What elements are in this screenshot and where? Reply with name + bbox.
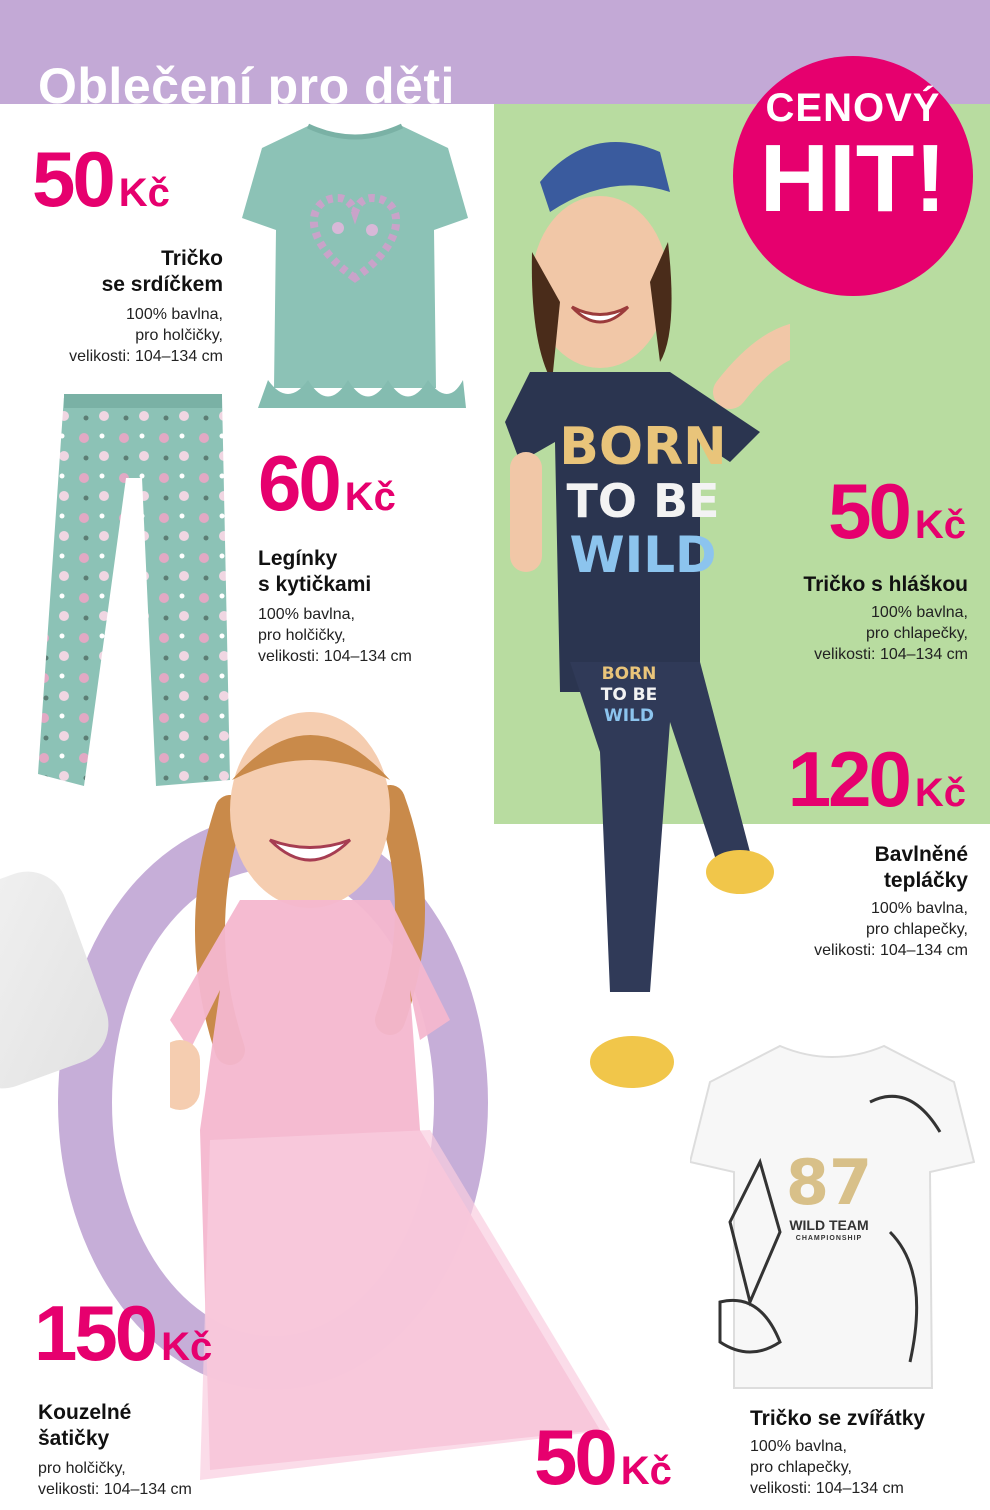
- leggings-description: [258, 604, 412, 667]
- slogan-tee-price: [828, 467, 966, 555]
- girl-model-image: [170, 690, 630, 1510]
- product-desc-line: pro chlapečky,: [750, 1459, 852, 1476]
- product-desc-line: velikosti: 104–134 cm: [814, 646, 968, 663]
- price-amount: 120: [787, 735, 909, 823]
- price-currency: Kč: [118, 171, 170, 215]
- print-line: BORN: [601, 664, 657, 684]
- product-name-line: Tričko: [161, 247, 223, 270]
- print-line: TO BE: [566, 474, 720, 528]
- product-name-line: tepláčky: [883, 869, 968, 892]
- price-amount: 60: [258, 439, 339, 527]
- print-line: WILD: [603, 706, 655, 726]
- print-line: BORN: [559, 417, 727, 477]
- price-amount: 50: [32, 135, 113, 223]
- dress-description: [38, 1458, 192, 1500]
- boy-tee-print: [548, 417, 738, 584]
- print-line: WILD: [569, 526, 717, 584]
- product-desc-line: pro chlapečky,: [866, 921, 968, 938]
- product-desc-line: pro holčičky,: [135, 327, 223, 344]
- product-desc-line: velikosti: 104–134 cm: [750, 1480, 904, 1497]
- slogan-tee-description: [814, 602, 968, 665]
- heart-tee-price: [32, 135, 170, 223]
- price-amount: 50: [534, 1413, 615, 1501]
- dress-name: [38, 1400, 131, 1452]
- price-amount: 50: [828, 467, 909, 555]
- slogan-tee-name: [803, 572, 968, 598]
- product-desc-line: 100% bavlna,: [750, 1438, 847, 1455]
- product-desc-line: 100% bavlna,: [871, 604, 968, 621]
- joggers-name: [875, 842, 968, 894]
- dress-price: [34, 1289, 213, 1377]
- leggings-name: [258, 546, 371, 598]
- animal-tee-description: [750, 1436, 904, 1499]
- print-number: 87: [785, 1146, 873, 1219]
- price-currency: Kč: [344, 475, 396, 519]
- price-currency: Kč: [914, 503, 966, 547]
- product-desc-line: 100% bavlna,: [871, 900, 968, 917]
- product-desc-line: velikosti: 104–134 cm: [38, 1481, 192, 1498]
- animal-tee-price: [534, 1413, 672, 1501]
- product-desc-line: pro holčičky,: [38, 1460, 126, 1477]
- product-desc-line: velikosti: 104–134 cm: [69, 348, 223, 365]
- product-desc-line: velikosti: 104–134 cm: [814, 942, 968, 959]
- product-name-line: Tričko s hláškou: [803, 573, 968, 596]
- product-name-line: s kytičkami: [258, 573, 372, 596]
- price-currency: Kč: [914, 771, 966, 815]
- leggings-price: [258, 439, 396, 527]
- heart-tee-name: [102, 246, 223, 298]
- badge-line-1: CENOVÝ: [765, 86, 941, 130]
- print-team: WILD TEAM: [789, 1217, 869, 1233]
- heart-tee-description: [69, 304, 223, 367]
- page-title: Oblečení pro děti: [38, 57, 455, 114]
- heart-tee-image: [238, 118, 472, 428]
- product-desc-line: pro chlapečky,: [866, 625, 968, 642]
- print-sub: CHAMPIONSHIP: [795, 1235, 863, 1242]
- product-desc-line: velikosti: 104–134 cm: [258, 648, 412, 665]
- price-currency: Kč: [161, 1325, 213, 1369]
- product-name-line: se srdíčkem: [101, 273, 223, 296]
- product-desc-line: 100% bavlna,: [258, 606, 355, 623]
- product-name-line: Bavlněné: [874, 843, 968, 866]
- joggers-price: [787, 735, 966, 823]
- product-name-line: šatičky: [38, 1427, 110, 1450]
- badge-line-2: HIT!: [759, 125, 947, 232]
- price-hit-badge: [733, 56, 973, 296]
- joggers-description: [814, 898, 968, 961]
- product-desc-line: 100% bavlna,: [126, 306, 223, 323]
- product-name-line: Legínky: [258, 547, 338, 570]
- price-currency: Kč: [620, 1449, 672, 1493]
- product-name-line: Tričko se zvířátky: [750, 1407, 926, 1430]
- price-amount: 150: [34, 1289, 156, 1377]
- animal-tee-name: [750, 1406, 925, 1432]
- print-line: TO BE: [600, 685, 658, 705]
- animal-tee-print: [764, 1146, 894, 1244]
- product-desc-line: pro holčičky,: [258, 627, 346, 644]
- product-name-line: Kouzelné: [38, 1401, 132, 1424]
